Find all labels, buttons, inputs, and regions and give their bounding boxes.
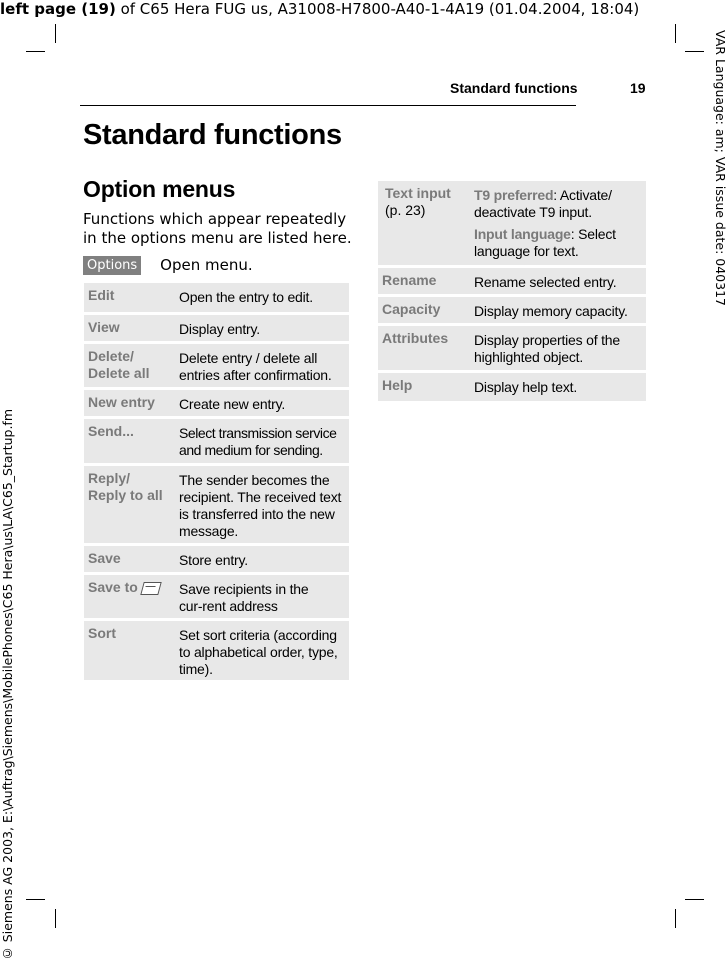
table-row: [378, 265, 646, 294]
crop-mark: [675, 24, 676, 43]
option-term: Edit: [88, 287, 115, 303]
table-row: [84, 387, 349, 416]
table-row: [84, 312, 349, 341]
page-title: Standard functions: [83, 119, 342, 151]
option-description: Rename selected entry.: [474, 274, 617, 290]
option-term: Rename: [382, 272, 437, 288]
option-term: Send...: [88, 423, 134, 439]
page-number: 19: [630, 80, 646, 96]
intro-text: Functions which appear repeatedly in the options menu are listed here.: [83, 210, 352, 247]
option-description: Select transmission service and medium for sending.: [179, 425, 337, 458]
table-row: [84, 416, 349, 463]
table-row: [84, 618, 349, 680]
option-term: Capacity: [382, 301, 441, 317]
page-reference: (p. 23): [385, 202, 426, 218]
t9-preferred-text: : Activate/ deactivate T9 input.: [474, 187, 612, 220]
language-issue-note: VAR Language: am; VAR issue date: 040317: [713, 30, 728, 306]
save-to-label: Save to: [88, 579, 138, 595]
option-term: Attributes: [382, 330, 449, 346]
header-rule-gap: [576, 105, 647, 106]
input-language-text: : Select language for text.: [474, 226, 616, 259]
option-description: Open the entry to edit.: [179, 289, 313, 305]
option-term: Help: [382, 377, 413, 393]
copyright-note: © Siemens AG 2003, E:\Auftrag\Siemens\MobilePhones\C65 Hera\us\LA\C65_Startup.fm: [0, 408, 15, 961]
crop-mark: [685, 51, 704, 52]
address-book-icon: [140, 582, 161, 595]
table-row: [84, 572, 349, 618]
option-description: Display entry.: [179, 321, 260, 337]
option-description: Create new entry.: [179, 396, 286, 412]
table-row: [378, 294, 646, 323]
section-title: Option menus: [83, 176, 236, 202]
softkey-row: [83, 254, 253, 276]
options-table-right: [378, 181, 646, 401]
table-row: [84, 543, 349, 572]
option-term: View: [88, 319, 120, 335]
crop-mark: [26, 51, 45, 52]
option-description: Display properties of the highlighted object.: [474, 332, 620, 365]
option-term: Sort: [88, 625, 116, 641]
header-rule: [80, 105, 647, 106]
input-language-keyword: Input language: [474, 226, 571, 242]
crop-mark: [26, 899, 45, 900]
softkey-description: Open menu.: [160, 256, 253, 274]
t9-preferred-keyword: T9 preferred: [474, 187, 554, 203]
option-description: Display memory capacity.: [474, 303, 628, 319]
print-header-page: left page (19): [0, 0, 116, 18]
table-row: [84, 283, 349, 312]
option-term: [385, 185, 451, 219]
copyright-note-wrapper: [0, 404, 16, 961]
option-term: [88, 579, 160, 596]
option-description: The sender becomes the recipient. The received text is transferred into the new message.: [179, 472, 342, 539]
option-term-label: Text input: [385, 185, 451, 201]
crop-mark: [685, 899, 704, 900]
table-row: [378, 370, 646, 401]
running-head-title: Standard functions: [450, 80, 578, 96]
crop-mark: [675, 909, 676, 928]
table-row: [378, 181, 646, 265]
table-row: [84, 463, 349, 543]
table-row: [84, 341, 349, 387]
options-table-left: [84, 283, 349, 680]
option-description: Delete entry / delete all entries after confirmation.: [179, 350, 332, 383]
crop-mark: [55, 24, 56, 43]
option-term: Save: [88, 550, 121, 566]
option-description: Save recipients in the cur-rent address: [179, 581, 309, 614]
option-description: Display help text.: [474, 379, 578, 395]
print-header: [0, 0, 726, 18]
option-description: Set sort criteria (according to alphabetical order, type, time).: [179, 627, 338, 677]
option-term: Delete/ Delete all: [88, 348, 150, 381]
crop-mark: [55, 909, 56, 928]
options-softkey: Options: [83, 256, 141, 275]
option-description: [474, 187, 634, 260]
option-term: Reply/ Reply to all: [88, 470, 163, 503]
print-header-info: of C65 Hera FUG us, A31008-H7800-A40-1-4A19 (01.04.2004, 18:04): [115, 0, 640, 18]
table-row: [378, 323, 646, 370]
option-term: New entry: [88, 394, 155, 410]
option-description: Store entry.: [179, 552, 248, 568]
